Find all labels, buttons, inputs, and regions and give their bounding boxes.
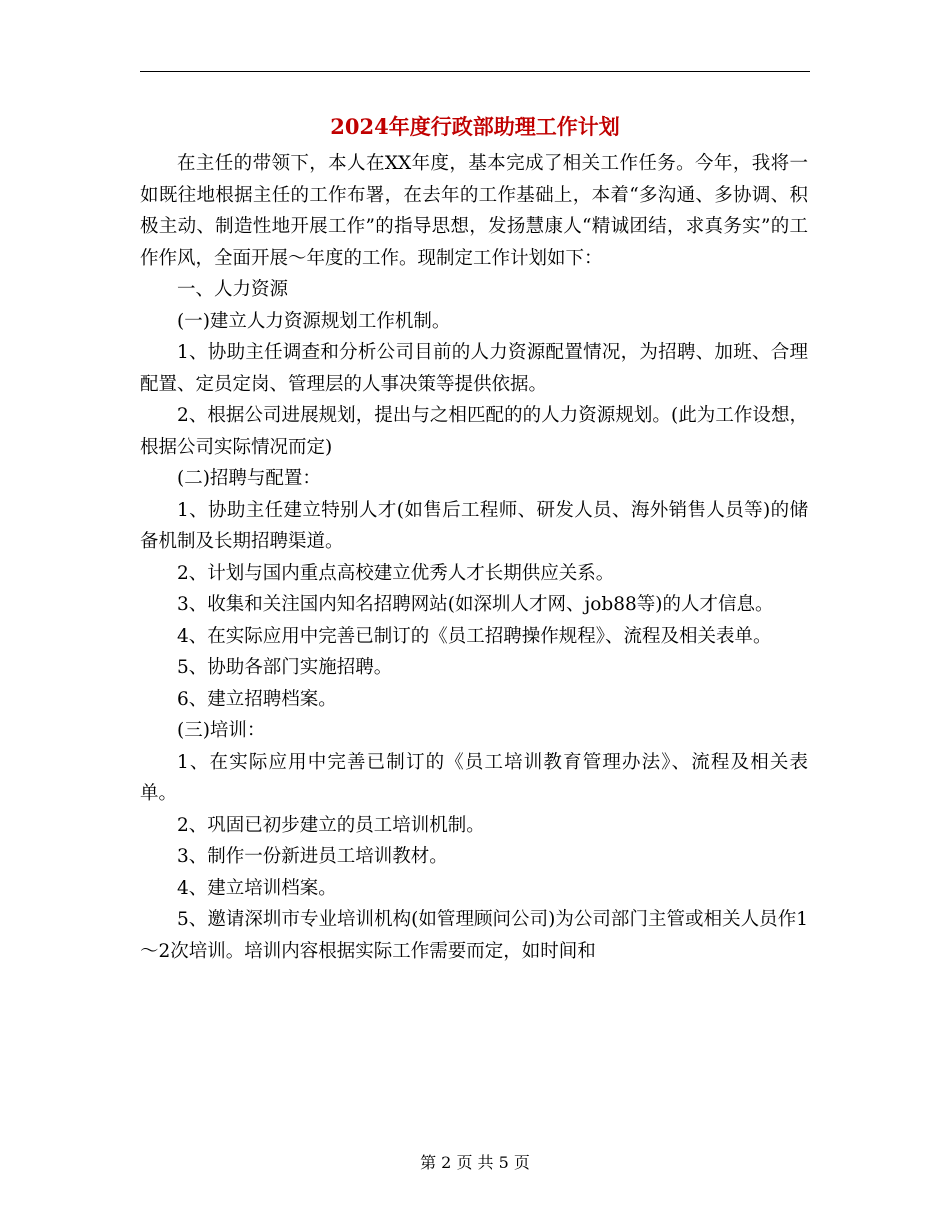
list-item: 2、计划与国内重点高校建立优秀人才长期供应关系。	[177, 562, 615, 584]
list-item: 1、协助主任调查和分析公司目前的人力资源配置情况，为招聘、加班、合理配置、定员定岗、管理层的人事决策等提供依据。	[140, 342, 808, 395]
paragraph-intro: 在主任的带领下，本人在XX年度，基本完成了相关工作任务。今年，我将一如既往地根据主任的工作布署，在去年的工作基础上，本着“多沟通、多协调、积极主动、制造性地开展工作”的指导思想，发扬慧康人“精诚团结，求真务实”的工作作风，全面开展～年度的工作。现制定工作计划如下：	[140, 153, 808, 269]
list-item: 1、协助主任建立特别人才(如售后工程师、研发人员、海外销售人员等)的储备机制及长期招聘渠道。	[140, 499, 808, 552]
list-item: 1、在实际应用中完善已制订的《员工培训教育管理办法》、流程及相关表单。	[140, 751, 808, 804]
list-item: 2、巩固已初步建立的员工培训机制。	[177, 814, 485, 836]
list-item: 6、建立招聘档案。	[177, 688, 337, 710]
document-body	[140, 148, 808, 967]
list-item: 5、协助各部门实施招聘。	[177, 657, 393, 678]
subsection-heading: (二)招聘与配置：	[177, 468, 321, 489]
list-item: 3、制作一份新进员工培训教材。	[177, 846, 448, 867]
list-item: 4、建立培训档案。	[177, 877, 337, 899]
list-item: 3、收集和关注国内知名招聘网站(如深圳人才网、job88等)的人才信息。	[177, 594, 774, 615]
document-title: 2024年度行政部助理工作计划	[330, 114, 620, 139]
page-number: 第 2 页 共 5 页	[420, 1153, 530, 1172]
subsection-heading: (三)培训：	[177, 720, 266, 741]
section-heading-hr: 一、人力资源	[177, 279, 289, 300]
subsection-heading: (一)建立人力资源规划工作机制。	[177, 310, 451, 332]
list-item: 5、邀请深圳市专业培训机构(如管理顾问公司)为公司部门主管或相关人员作1～2次培训。培训内容根据实际工作需要而定，如时间和	[140, 909, 808, 962]
list-item: 2、根据公司进展规划，提出与之相匹配的的人力资源规划。(此为工作设想，根据公司实际情况而定)	[140, 405, 808, 458]
header-rule	[140, 71, 810, 72]
list-item: 4、在实际应用中完善已制订的《员工招聘操作规程》、流程及相关表单。	[177, 625, 772, 647]
